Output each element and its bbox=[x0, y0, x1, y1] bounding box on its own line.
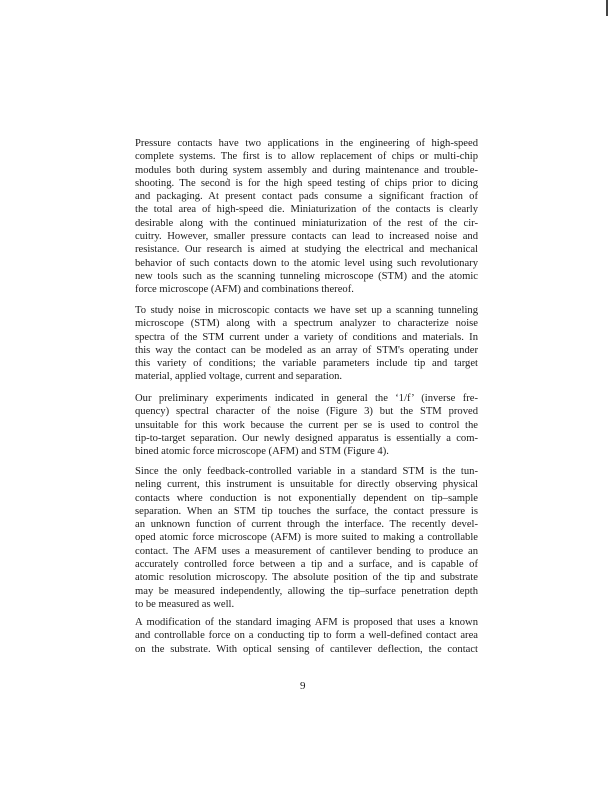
text-line: spectra of the STM current under a variety of conditions and materials. In bbox=[135, 331, 478, 343]
text-line: new tools such as the scanning tunneling microscope (STM) and the atomic bbox=[135, 270, 478, 282]
text-line: Our preliminary experiments indicated in general the ‘1/f’ (inverse fre- bbox=[135, 393, 478, 404]
text-line: an unknown function of current through the interface. The recently devel- bbox=[135, 519, 478, 531]
text-line: complete systems. The first is to allow replacement of chips or multi-chip bbox=[135, 151, 478, 163]
text-line: contact. The AFM uses a measurement of cantilever bending to produce an bbox=[135, 545, 478, 557]
scan-edge-mark bbox=[606, 0, 608, 16]
paragraph-pressure-contacts bbox=[135, 137, 478, 297]
text-line: oped atomic force microscope (AFM) is more suited to making a controllable bbox=[135, 532, 478, 544]
text-line: Pressure contacts have two applications in the engineering of high-speed bbox=[135, 138, 478, 149]
text-line: Since the only feedback-controlled variable in a standard STM is the tun- bbox=[135, 466, 478, 477]
paragraph-afm-modification bbox=[135, 616, 478, 656]
text-line: A modification of the standard imaging AFM is proposed that uses a known bbox=[135, 617, 478, 628]
text-line: this variety of conditions; the variable parameters include tip and target bbox=[135, 358, 478, 370]
text-line: atomic resolution microscopy. The absolute position of the tip and substrate bbox=[135, 572, 478, 584]
text-line: behavior of such contacts down to the atomic level using such revolutionary bbox=[135, 257, 478, 269]
text-line: microscope (STM) along with a spectrum analyzer to characterize noise bbox=[135, 318, 478, 330]
text-line: modules both during system assembly and during maintenance and trouble- bbox=[135, 164, 478, 176]
paragraph-stm-afm-comparison bbox=[135, 465, 478, 611]
text-line: desirable along with the continued miniaturization of the rest of the cir- bbox=[135, 217, 478, 229]
text-line: resistance. Our research is aimed at studying the electrical and mechanical bbox=[135, 244, 478, 256]
paragraph-noise-study bbox=[135, 304, 478, 384]
text-line: quency) spectral character of the noise (Figure 3) but the STM proved bbox=[135, 406, 478, 418]
text-line: on the substrate. With optical sensing of cantilever deflection, the contact bbox=[135, 643, 478, 655]
text-line: accurately controlled force between a tip and a surface, and is capable of bbox=[135, 559, 478, 571]
text-line: To study noise in microscopic contacts we have set up a scanning tunneling bbox=[135, 305, 478, 316]
text-line: contacts where conduction is not exponentially dependent on tip–sample bbox=[135, 492, 478, 504]
text-line: material, applied voltage, current and separation. bbox=[135, 371, 343, 383]
text-line: to be measured as well. bbox=[135, 598, 235, 610]
text-line: the total area of high-speed die. Miniaturization of the contacts is clearly bbox=[135, 204, 478, 216]
paragraph-preliminary-experiments bbox=[135, 392, 478, 458]
text-line: neling current, this instrument is unsuitable for directly observing physical bbox=[135, 479, 478, 491]
text-line: separation. When an STM tip touches the surface, the contact pressure is bbox=[135, 505, 478, 517]
text-line: may be measured independently, allowing the tip–surface penetration depth bbox=[135, 585, 478, 597]
text-line: tip-to-target separation. Our newly designed apparatus is essentially a com- bbox=[135, 432, 478, 444]
text-line: bined atomic force microscope (AFM) and STM (Figure 4). bbox=[135, 446, 389, 458]
text-line: and packaging. At present contact pads consume a significant fraction of bbox=[135, 191, 478, 203]
text-line: unsuitable for this work because the current per se is used to control the bbox=[135, 419, 478, 431]
page-number: 9 bbox=[300, 680, 306, 692]
text-line: force microscope (AFM) and combinations thereof. bbox=[135, 284, 354, 296]
text-line: and controllable force on a conducting tip to form a well-defined contact area bbox=[135, 630, 478, 642]
text-line: shooting. The second is for the high speed testing of chips prior to dicing bbox=[135, 177, 478, 189]
text-line: this way the contact can be modeled as an array of STM's operating under bbox=[135, 344, 478, 356]
text-line: cuitry. However, smaller pressure contacts can lead to increased noise and bbox=[135, 231, 478, 243]
